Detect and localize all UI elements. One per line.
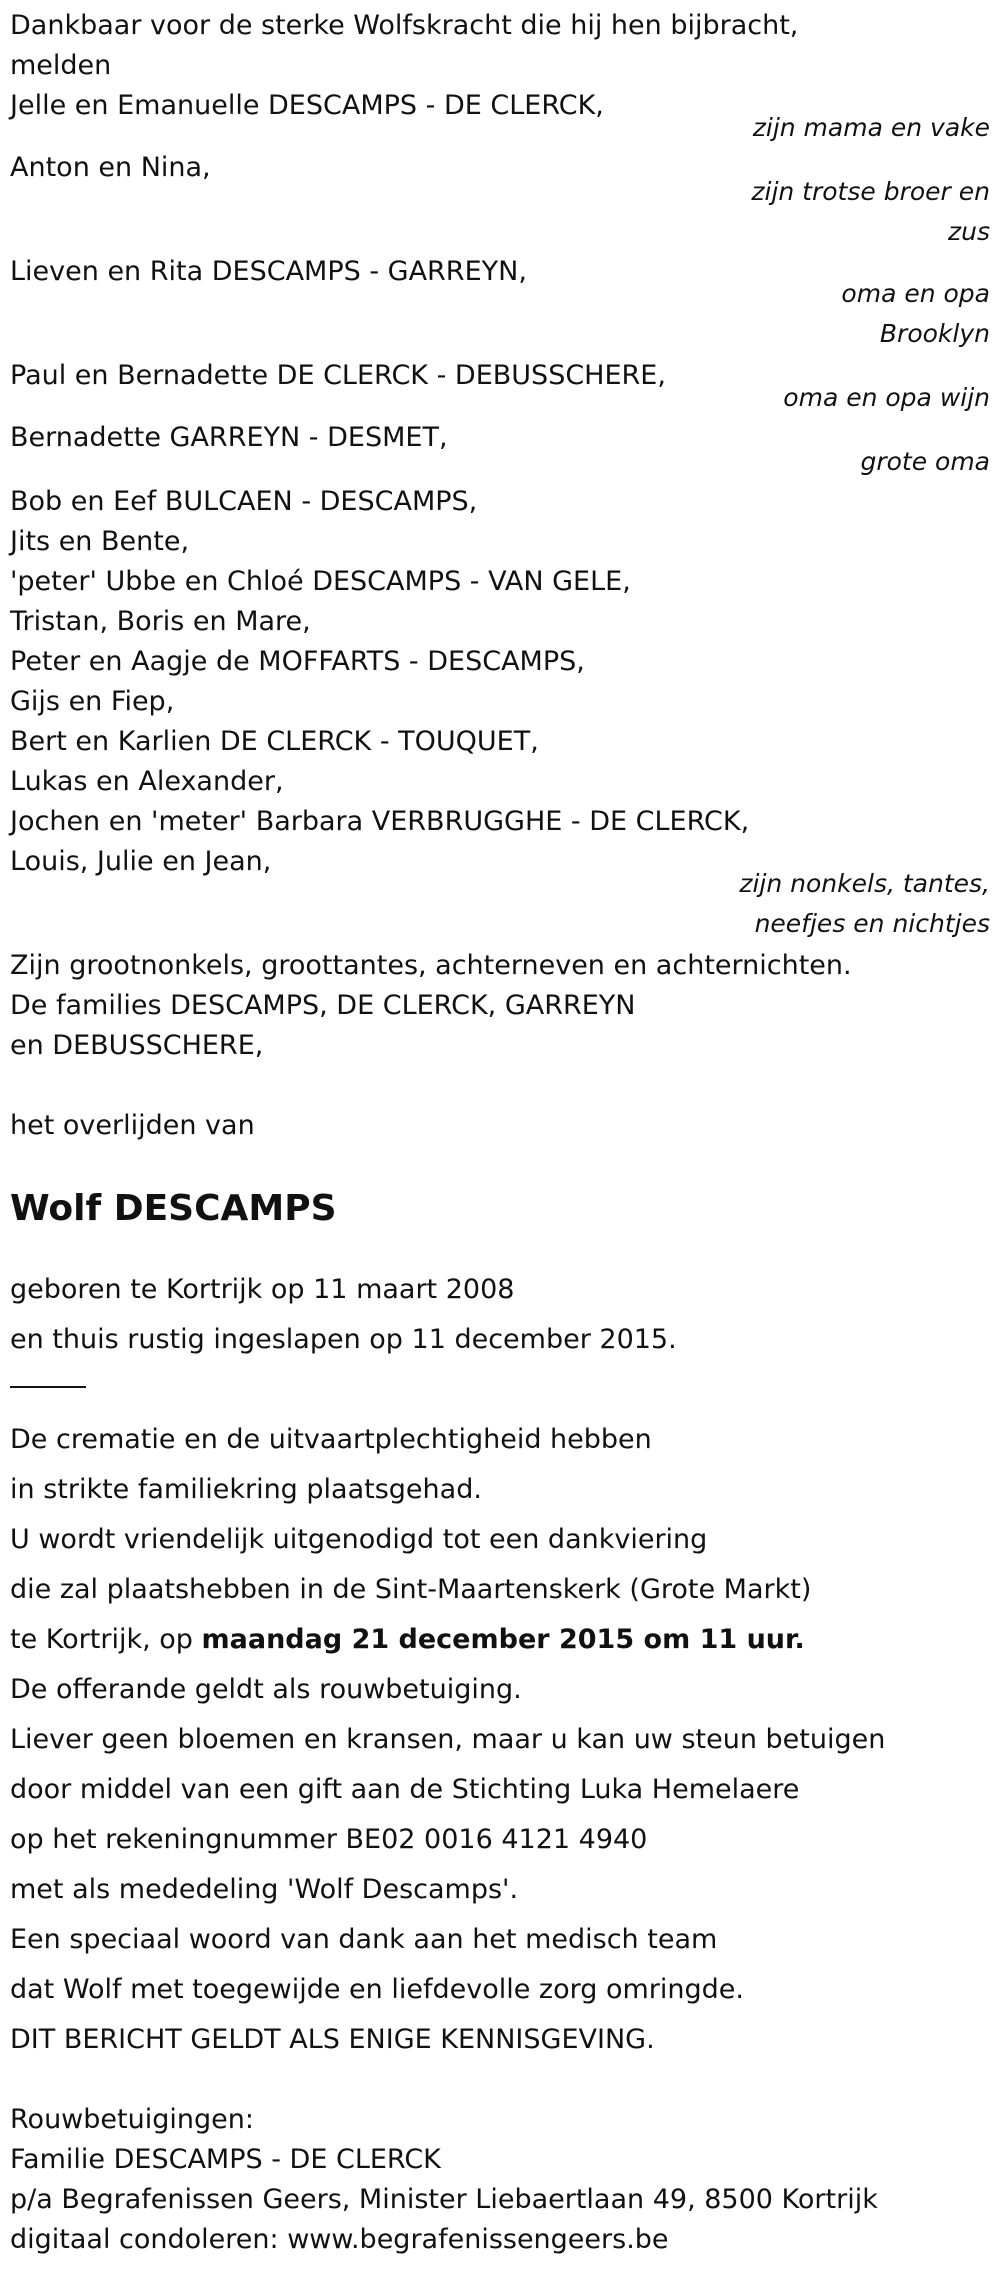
family-relation: zijn trotse broer en zus — [751, 177, 990, 246]
family-names: Bernadette GARREYN - DESMET, — [10, 422, 448, 453]
condolences-heading: Rouwbetuigingen: — [10, 2104, 254, 2135]
condolences-online-link[interactable]: digitaal condoleren: www.begrafenissengeers.be — [10, 2224, 669, 2255]
family-relation: oma en opa Brooklyn — [841, 279, 990, 348]
ceremony-date: maandag 21 december 2015 om 11 uur. — [201, 1624, 805, 1655]
condolences-address: p/a Begrafenissen Geers, Minister Liebaertlaan 49, 8500 Kortrijk — [10, 2184, 878, 2215]
ceremony-date-line — [10, 1620, 805, 1660]
intro-line: melden — [10, 50, 112, 81]
birth-line: geboren te Kortrijk op 11 maart 2008 — [10, 1274, 515, 1305]
detail-line: die zal plaatshebben in de Sint-Maartenskerk (Grote Markt) — [10, 1574, 812, 1605]
family-names: Jelle en Emanuelle DESCAMPS - DE CLERCK, — [10, 90, 604, 121]
notice-line: DIT BERICHT GELDT ALS ENIGE KENNISGEVING. — [10, 2024, 655, 2055]
detail-line: door middel van een gift aan de Stichting Luka Hemelaere — [10, 1774, 800, 1805]
extended-family: Zijn grootnonkels, groottantes, achterneven en achternichten. — [10, 950, 852, 981]
detail-line: Liever geen bloemen en kransen, maar u kan uw steun betuigen — [10, 1724, 886, 1755]
intro-line: Dankbaar voor de sterke Wolfskracht die hij hen bijbracht, — [10, 10, 799, 41]
relative-line: Peter en Aagje de MOFFARTS - DESCAMPS, — [10, 646, 585, 677]
divider — [10, 1386, 86, 1388]
bank-account: op het rekeningnummer BE02 0016 4121 4940 — [10, 1824, 648, 1855]
family-names: Lieven en Rita DESCAMPS - GARREYN, — [10, 256, 527, 287]
relative-line: Gijs en Fiep, — [10, 686, 175, 717]
relative-line: Jits en Bente, — [10, 526, 190, 557]
relative-line: 'peter' Ubbe en Chloé DESCAMPS - VAN GELE, — [10, 566, 631, 597]
extended-family: en DEBUSSCHERE, — [10, 1030, 264, 1061]
detail-line: Een speciaal woord van dank aan het medisch team — [10, 1924, 718, 1955]
relative-line: Bert en Karlien DE CLERCK - TOUQUET, — [10, 726, 539, 757]
detail-line: U wordt vriendelijk uitgenodigd tot een dankviering — [10, 1524, 708, 1555]
detail-line: De offerande geldt als rouwbetuiging. — [10, 1674, 522, 1705]
detail-line: in strikte familiekring plaatsgehad. — [10, 1474, 482, 1505]
detail-line: De crematie en de uitvaartplechtigheid hebben — [10, 1424, 652, 1455]
relative-line: Bob en Eef BULCAEN - DESCAMPS, — [10, 486, 478, 517]
announcement: het overlijden van — [10, 1110, 255, 1141]
condolences-family: Familie DESCAMPS - DE CLERCK — [10, 2144, 441, 2175]
family-names: Paul en Bernadette DE CLERCK - DEBUSSCHERE, — [10, 360, 666, 391]
family-relation: grote oma — [860, 447, 990, 476]
deceased-name: Wolf DESCAMPS — [10, 1188, 337, 1229]
relative-line: Lukas en Alexander, — [10, 766, 284, 797]
relative-line: Tristan, Boris en Mare, — [10, 606, 311, 637]
detail-line: met als mededeling 'Wolf Descamps'. — [10, 1874, 519, 1905]
family-names: Anton en Nina, — [10, 152, 211, 183]
relative-line: Louis, Julie en Jean, — [10, 846, 272, 877]
death-line: en thuis rustig ingeslapen op 11 december 2015. — [10, 1324, 677, 1355]
relative-line: Jochen en 'meter' Barbara VERBRUGGHE - DE CLERCK, — [10, 806, 750, 837]
family-relation: oma en opa wijn — [783, 383, 990, 412]
relatives-relation: zijn nonkels, tantes, neefjes en nichtjes — [739, 869, 990, 938]
family-relation: zijn mama en vake — [752, 113, 990, 142]
ceremony-place: te Kortrijk, op — [10, 1624, 202, 1655]
detail-line: dat Wolf met toegewijde en liefdevolle zorg omringde. — [10, 1974, 744, 2005]
extended-family: De families DESCAMPS, DE CLERCK, GARREYN — [10, 990, 636, 1021]
